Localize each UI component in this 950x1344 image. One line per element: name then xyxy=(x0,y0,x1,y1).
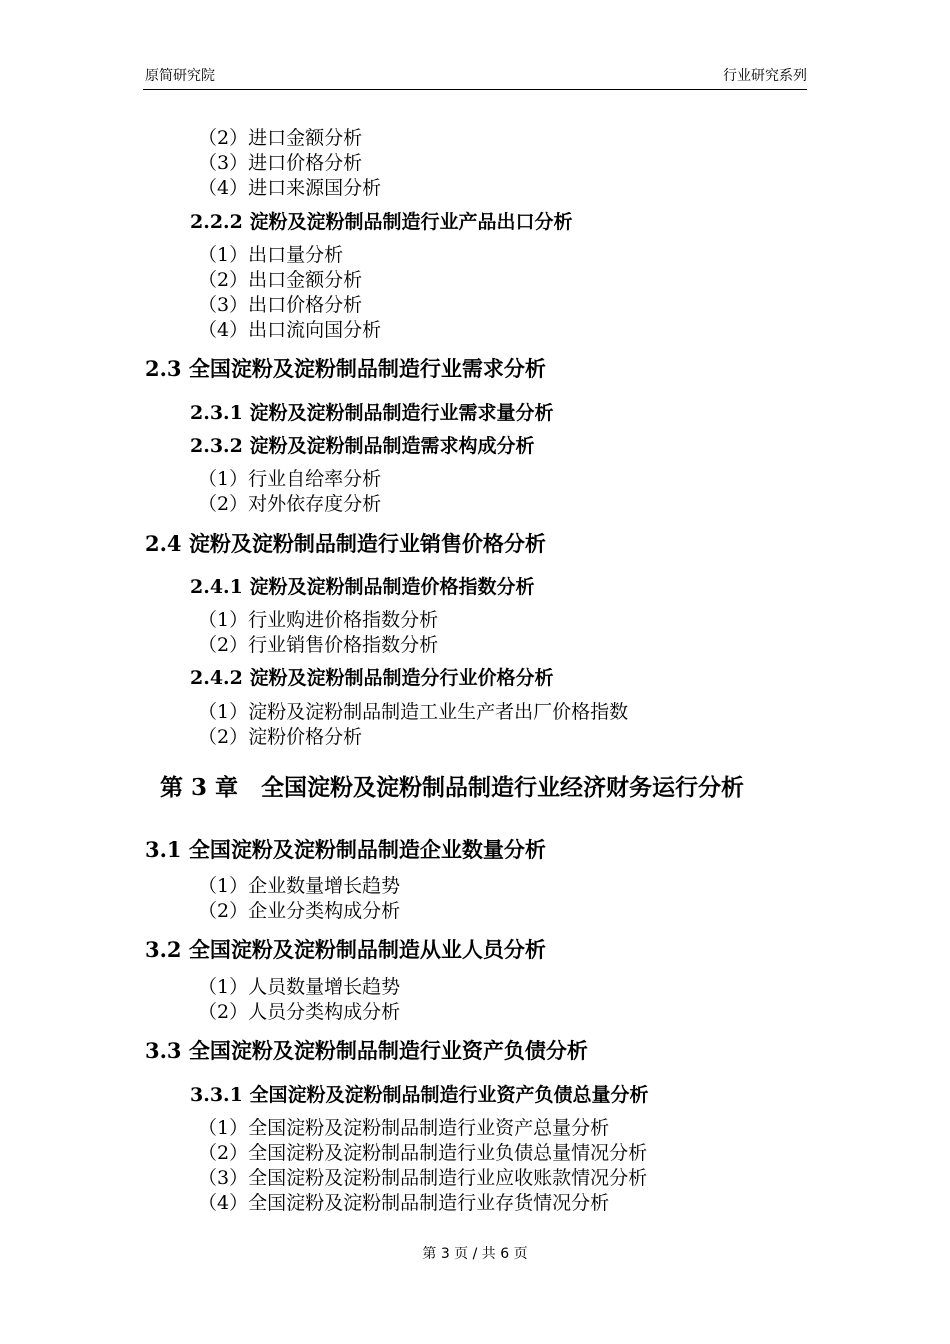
toc-item: （2）企业分类构成分析 xyxy=(198,900,401,922)
toc-item: （2）全国淀粉及淀粉制品制造行业负债总量情况分析 xyxy=(198,1142,648,1164)
chapter-heading: 第 3 章 全国淀粉及淀粉制品制造行业经济财务运行分析 xyxy=(160,774,745,801)
toc-item: （2）人员分类构成分析 xyxy=(198,1001,401,1023)
header-divider xyxy=(143,89,807,90)
toc-item: （4）全国淀粉及淀粉制品制造行业存货情况分析 xyxy=(198,1192,610,1214)
toc-item: （1）行业自给率分析 xyxy=(198,468,382,490)
toc-subsection-heading: 2.4.2 淀粉及淀粉制品制造分行业价格分析 xyxy=(190,667,554,689)
toc-section-heading: 3.3 全国淀粉及淀粉制品制造行业资产负债分析 xyxy=(145,1038,588,1063)
toc-section-heading: 2.4 淀粉及淀粉制品制造行业销售价格分析 xyxy=(145,531,546,556)
toc-item: （4）出口流向国分析 xyxy=(198,319,382,341)
toc-item: （1）全国淀粉及淀粉制品制造行业资产总量分析 xyxy=(198,1117,610,1139)
toc-item: （2）出口金额分析 xyxy=(198,269,363,291)
toc-item: （3）出口价格分析 xyxy=(198,294,363,316)
toc-section-heading: 3.2 全国淀粉及淀粉制品制造从业人员分析 xyxy=(145,937,546,962)
toc-item: （1）淀粉及淀粉制品制造工业生产者出厂价格指数 xyxy=(198,701,629,723)
toc-item: （2）对外依存度分析 xyxy=(198,493,382,515)
header-org-name: 原简研究院 xyxy=(145,68,215,84)
toc-item: （3）进口价格分析 xyxy=(198,152,363,174)
toc-section-heading: 3.1 全国淀粉及淀粉制品制造企业数量分析 xyxy=(145,837,546,862)
toc-section-heading: 2.3 全国淀粉及淀粉制品制造行业需求分析 xyxy=(145,356,546,381)
toc-item: （2）行业销售价格指数分析 xyxy=(198,634,439,656)
page-number: 第 3 页 / 共 6 页 xyxy=(422,1246,528,1262)
toc-subsection-heading: 2.3.2 淀粉及淀粉制品制造需求构成分析 xyxy=(190,435,535,457)
toc-item: （4）进口来源国分析 xyxy=(198,177,382,199)
header-series-name: 行业研究系列 xyxy=(723,68,807,84)
toc-subsection-heading: 2.3.1 淀粉及淀粉制品制造行业需求量分析 xyxy=(190,402,554,424)
toc-subsection-heading: 3.3.1 全国淀粉及淀粉制品制造行业资产负债总量分析 xyxy=(190,1084,649,1106)
toc-item: （2）淀粉价格分析 xyxy=(198,726,363,748)
toc-item: （2）进口金额分析 xyxy=(198,127,363,149)
toc-item: （1）出口量分析 xyxy=(198,244,344,266)
toc-item: （3）全国淀粉及淀粉制品制造行业应收账款情况分析 xyxy=(198,1167,648,1189)
toc-item: （1）企业数量增长趋势 xyxy=(198,875,401,897)
toc-subsection-heading: 2.4.1 淀粉及淀粉制品制造价格指数分析 xyxy=(190,576,535,598)
toc-subsection-heading: 2.2.2 淀粉及淀粉制品制造行业产品出口分析 xyxy=(190,211,573,233)
toc-item: （1）人员数量增长趋势 xyxy=(198,976,401,998)
toc-item: （1）行业购进价格指数分析 xyxy=(198,609,439,631)
